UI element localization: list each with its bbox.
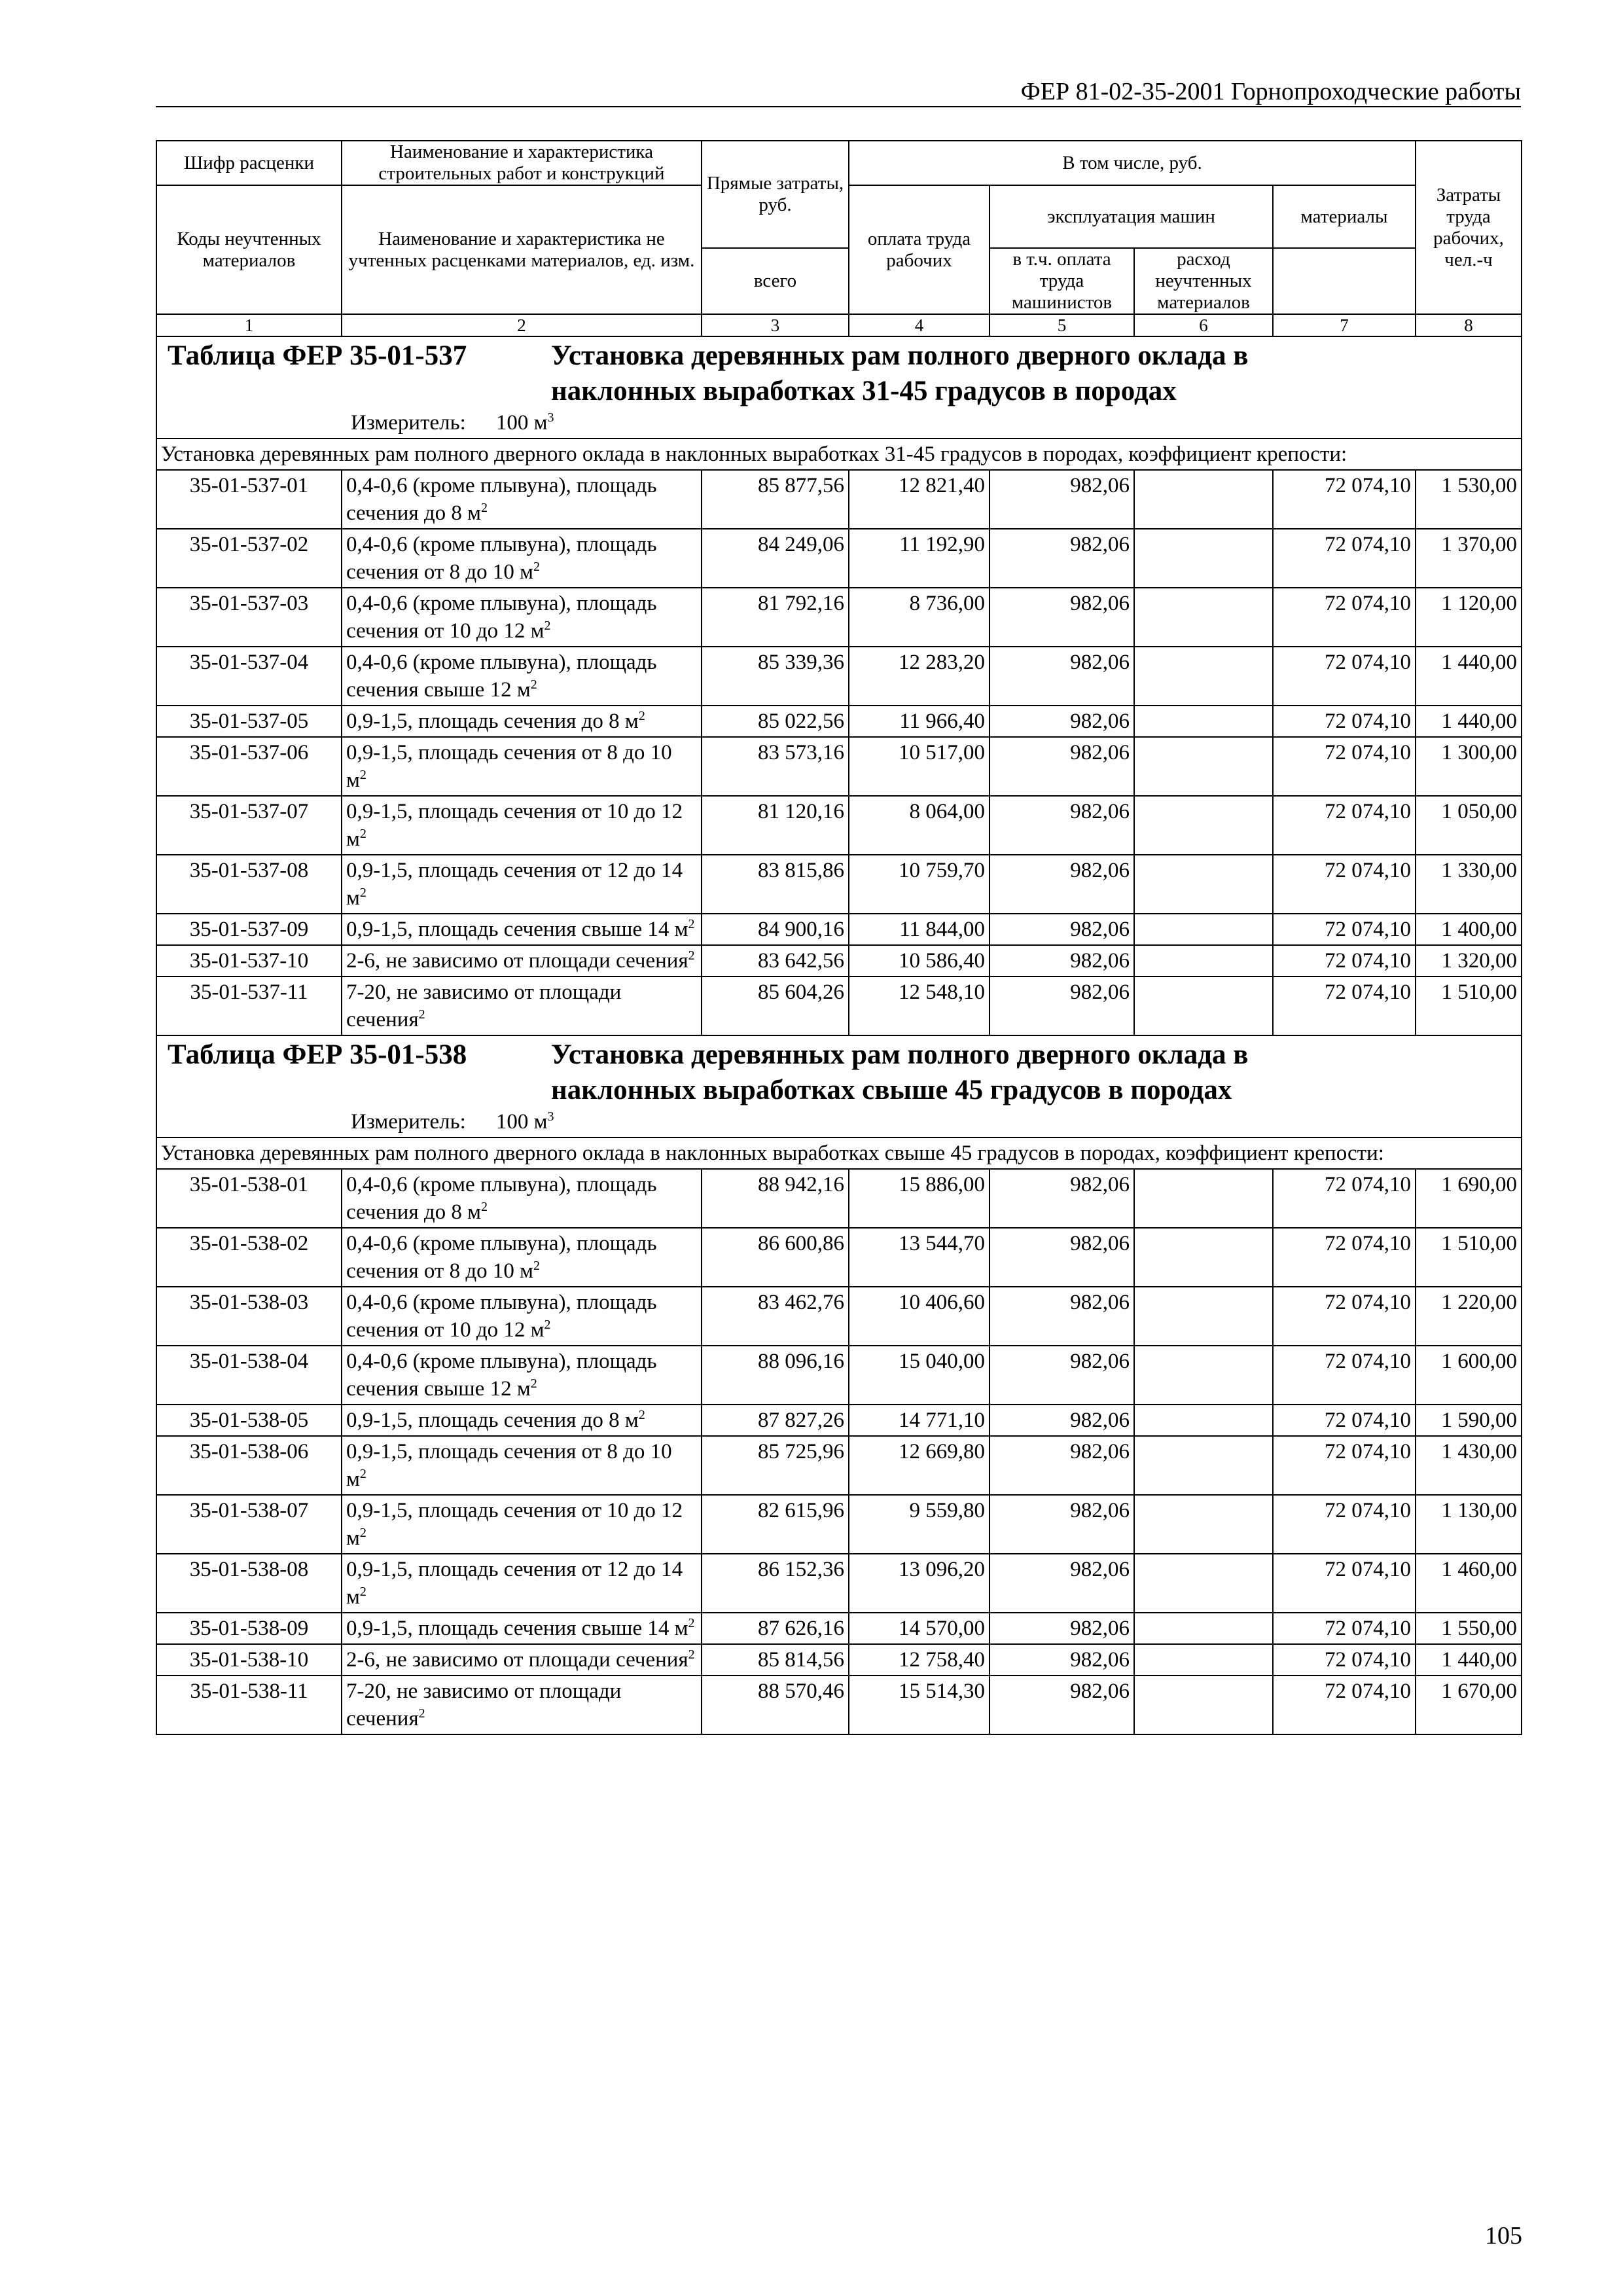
labor-cost: 1 120,00 bbox=[1416, 588, 1522, 647]
rate-description bbox=[342, 470, 702, 529]
rate-description-text: 7-20, не зависимо от площади сечения bbox=[346, 980, 622, 1031]
table-row bbox=[156, 1495, 1522, 1554]
machines-cost: 982,06 bbox=[990, 1644, 1134, 1676]
wages-cost: 12 548,10 bbox=[849, 977, 990, 1035]
machines-cost: 982,06 bbox=[990, 1613, 1134, 1644]
unit-sup: 2 bbox=[418, 1007, 425, 1022]
col-labor: Затраты труда рабочих, чел.-ч bbox=[1416, 141, 1522, 314]
rate-description-text: 2-6, не зависимо от площади сечения bbox=[346, 1648, 688, 1672]
labor-cost: 1 530,00 bbox=[1416, 470, 1522, 529]
wages-cost: 13 096,20 bbox=[849, 1554, 990, 1613]
direct-cost: 83 642,56 bbox=[702, 945, 849, 977]
direct-cost: 86 152,36 bbox=[702, 1554, 849, 1613]
machines-wages-cost bbox=[1134, 1169, 1273, 1228]
rate-description bbox=[342, 1405, 702, 1436]
direct-cost: 88 096,16 bbox=[702, 1346, 849, 1405]
rate-description bbox=[342, 1554, 702, 1613]
machines-wages-cost bbox=[1134, 647, 1273, 706]
machines-wages-cost bbox=[1134, 914, 1273, 945]
rate-description-text: 0,9-1,5, площадь сечения до 8 м bbox=[346, 709, 639, 733]
machines-wages-cost bbox=[1134, 1287, 1273, 1346]
table-row bbox=[156, 1287, 1522, 1346]
col-number: 6 bbox=[1134, 314, 1273, 336]
rate-code: 35-01-537-08 bbox=[156, 855, 342, 914]
table-row bbox=[156, 945, 1522, 977]
materials-cost: 72 074,10 bbox=[1273, 855, 1416, 914]
rate-description-text: 0,4-0,6 (кроме плывуна), площадь сечения до 8 м bbox=[346, 1173, 657, 1224]
materials-cost: 72 074,10 bbox=[1273, 1613, 1416, 1644]
materials-cost: 72 074,10 bbox=[1273, 1554, 1416, 1613]
page-number: 105 bbox=[1485, 2222, 1522, 2250]
rate-description bbox=[342, 977, 702, 1035]
materials-cost: 72 074,10 bbox=[1273, 706, 1416, 737]
measure-unit-sup: 3 bbox=[547, 1109, 554, 1124]
section-title bbox=[156, 336, 1522, 439]
direct-cost: 84 900,16 bbox=[702, 914, 849, 945]
wages-cost: 15 514,30 bbox=[849, 1676, 990, 1734]
machines-wages-cost bbox=[1134, 1644, 1273, 1676]
header-title: ФЕР 81-02-35-2001 Горнопроходческие работы bbox=[1020, 78, 1521, 105]
rate-description bbox=[342, 1436, 702, 1495]
rate-code: 35-01-537-03 bbox=[156, 588, 342, 647]
rate-description-text: 0,4-0,6 (кроме плывуна), площадь сечения от 10 до 12 м bbox=[346, 592, 657, 643]
machines-cost: 982,06 bbox=[990, 855, 1134, 914]
wages-cost: 11 966,40 bbox=[849, 706, 990, 737]
table-name: наклонных выработках свыше 45 градусов в породах bbox=[551, 1075, 1232, 1105]
col-incl: В том числе, руб. bbox=[849, 141, 1416, 185]
machines-wages-cost bbox=[1134, 855, 1273, 914]
materials-cost: 72 074,10 bbox=[1273, 1676, 1416, 1734]
rate-description-text: 0,9-1,5, площадь сечения свыше 14 м bbox=[346, 1617, 688, 1640]
rate-description-text: 0,4-0,6 (кроме плывуна), площадь сечения от 8 до 10 м bbox=[346, 1232, 657, 1283]
materials-cost: 72 074,10 bbox=[1273, 1436, 1416, 1495]
rate-code: 35-01-538-10 bbox=[156, 1644, 342, 1676]
direct-cost: 87 827,26 bbox=[702, 1405, 849, 1436]
machines-cost: 982,06 bbox=[990, 1228, 1134, 1287]
table-row bbox=[156, 737, 1522, 796]
col-name-top: Наименование и характеристика строительных работ и конструкций bbox=[342, 141, 702, 185]
rate-code: 35-01-538-09 bbox=[156, 1613, 342, 1644]
unit-sup: 2 bbox=[530, 677, 537, 692]
wages-cost: 14 771,10 bbox=[849, 1405, 990, 1436]
rate-description-text: 0,4-0,6 (кроме плывуна), площадь сечения от 10 до 12 м bbox=[346, 1291, 657, 1342]
machines-wages-cost bbox=[1134, 706, 1273, 737]
table-row bbox=[156, 1644, 1522, 1676]
unit-sup: 2 bbox=[533, 560, 541, 574]
direct-cost: 85 339,36 bbox=[702, 647, 849, 706]
table-name: Установка деревянных рам полного дверного оклада в bbox=[551, 340, 1249, 371]
col-materials: материалы bbox=[1273, 185, 1416, 248]
machines-cost: 982,06 bbox=[990, 977, 1134, 1035]
col-number: 5 bbox=[990, 314, 1134, 336]
col-number: 8 bbox=[1416, 314, 1522, 336]
machines-cost: 982,06 bbox=[990, 1676, 1134, 1734]
machines-cost: 982,06 bbox=[990, 1346, 1134, 1405]
col-number: 2 bbox=[342, 314, 702, 336]
wages-cost: 12 821,40 bbox=[849, 470, 990, 529]
machines-wages-cost bbox=[1134, 588, 1273, 647]
unit-sup: 2 bbox=[533, 1259, 541, 1273]
direct-cost: 85 022,56 bbox=[702, 706, 849, 737]
unit-sup: 2 bbox=[688, 1616, 695, 1630]
table-row bbox=[156, 1613, 1522, 1644]
machines-wages-cost bbox=[1134, 529, 1273, 588]
measure bbox=[161, 409, 1517, 437]
table-row bbox=[156, 1436, 1522, 1495]
running-header bbox=[156, 77, 1521, 107]
rate-code: 35-01-537-01 bbox=[156, 470, 342, 529]
col-wages: оплата труда рабочих bbox=[849, 185, 990, 314]
rate-description-text: 0,4-0,6 (кроме плывуна), площадь сечения до 8 м bbox=[346, 474, 657, 525]
table-row bbox=[156, 855, 1522, 914]
materials-cost: 72 074,10 bbox=[1273, 796, 1416, 855]
table-row bbox=[156, 1554, 1522, 1613]
rate-description-text: 7-20, не зависимо от площади сечения bbox=[346, 1679, 622, 1731]
rates-table bbox=[156, 140, 1522, 1735]
rate-description bbox=[342, 1287, 702, 1346]
measure-label: Измеритель: bbox=[351, 411, 466, 435]
unit-sup: 2 bbox=[544, 619, 551, 633]
machines-wages-cost bbox=[1134, 796, 1273, 855]
col-materials-extra: расход неучтенных материалов bbox=[1134, 248, 1273, 314]
wages-cost: 10 759,70 bbox=[849, 855, 990, 914]
rate-description bbox=[342, 706, 702, 737]
col-number: 4 bbox=[849, 314, 990, 336]
section-title-line bbox=[161, 338, 1517, 374]
unit-sup: 2 bbox=[481, 501, 488, 515]
rate-description-text: 0,9-1,5, площадь сечения от 12 до 14 м bbox=[346, 859, 683, 910]
labor-cost: 1 130,00 bbox=[1416, 1495, 1522, 1554]
table-label: Таблица ФЕР 35-01-537 bbox=[168, 340, 467, 371]
wages-cost: 10 517,00 bbox=[849, 737, 990, 796]
machines-wages-cost bbox=[1134, 737, 1273, 796]
machines-cost: 982,06 bbox=[990, 796, 1134, 855]
rate-description bbox=[342, 1676, 702, 1734]
labor-cost: 1 440,00 bbox=[1416, 706, 1522, 737]
direct-cost: 85 725,96 bbox=[702, 1436, 849, 1495]
direct-cost: 88 570,46 bbox=[702, 1676, 849, 1734]
labor-cost: 1 670,00 bbox=[1416, 1676, 1522, 1734]
rate-code: 35-01-537-02 bbox=[156, 529, 342, 588]
rate-code: 35-01-537-11 bbox=[156, 977, 342, 1035]
rate-description-text: 0,4-0,6 (кроме плывуна), площадь сечения свыше 12 м bbox=[346, 651, 657, 702]
machines-wages-cost bbox=[1134, 1495, 1273, 1554]
table-body bbox=[156, 336, 1522, 1734]
measure-unit: 100 м bbox=[495, 411, 548, 435]
labor-cost: 1 460,00 bbox=[1416, 1554, 1522, 1613]
unit-sup: 2 bbox=[359, 886, 366, 900]
table-row bbox=[156, 529, 1522, 588]
materials-cost: 72 074,10 bbox=[1273, 1495, 1416, 1554]
unit-sup: 2 bbox=[688, 948, 695, 963]
rate-description-text: 0,9-1,5, площадь сечения от 8 до 10 м bbox=[346, 1440, 672, 1491]
direct-cost: 83 462,76 bbox=[702, 1287, 849, 1346]
direct-cost: 85 604,26 bbox=[702, 977, 849, 1035]
labor-cost: 1 510,00 bbox=[1416, 1228, 1522, 1287]
rate-code: 35-01-537-05 bbox=[156, 706, 342, 737]
machines-cost: 982,06 bbox=[990, 737, 1134, 796]
labor-cost: 1 400,00 bbox=[1416, 914, 1522, 945]
section-title-line bbox=[161, 1037, 1517, 1073]
rate-description bbox=[342, 914, 702, 945]
direct-cost: 85 877,56 bbox=[702, 470, 849, 529]
measure-label: Измеритель: bbox=[351, 1110, 466, 1134]
direct-cost: 84 249,06 bbox=[702, 529, 849, 588]
wages-cost: 9 559,80 bbox=[849, 1495, 990, 1554]
labor-cost: 1 050,00 bbox=[1416, 796, 1522, 855]
machines-cost: 982,06 bbox=[990, 914, 1134, 945]
section-intro-row bbox=[156, 439, 1522, 470]
materials-cost: 72 074,10 bbox=[1273, 1405, 1416, 1436]
unit-sup: 2 bbox=[530, 1376, 537, 1391]
labor-cost: 1 590,00 bbox=[1416, 1405, 1522, 1436]
rate-description-text: 0,9-1,5, площадь сечения от 8 до 10 м bbox=[346, 741, 672, 792]
machines-cost: 982,06 bbox=[990, 1169, 1134, 1228]
rate-description bbox=[342, 945, 702, 977]
labor-cost: 1 440,00 bbox=[1416, 647, 1522, 706]
rate-code: 35-01-538-01 bbox=[156, 1169, 342, 1228]
rate-description bbox=[342, 1228, 702, 1287]
wages-cost: 12 758,40 bbox=[849, 1644, 990, 1676]
machines-cost: 982,06 bbox=[990, 647, 1134, 706]
rate-code: 35-01-537-06 bbox=[156, 737, 342, 796]
col-number: 7 bbox=[1273, 314, 1416, 336]
table-name: Установка деревянных рам полного дверного оклада в bbox=[551, 1039, 1249, 1070]
machines-cost: 982,06 bbox=[990, 529, 1134, 588]
materials-cost: 72 074,10 bbox=[1273, 529, 1416, 588]
rate-code: 35-01-538-03 bbox=[156, 1287, 342, 1346]
rate-code: 35-01-538-04 bbox=[156, 1346, 342, 1405]
machines-wages-cost bbox=[1134, 1405, 1273, 1436]
col-number: 3 bbox=[702, 314, 849, 336]
table-header bbox=[156, 141, 1522, 336]
wages-cost: 13 544,70 bbox=[849, 1228, 990, 1287]
machines-wages-cost bbox=[1134, 1676, 1273, 1734]
machines-cost: 982,06 bbox=[990, 470, 1134, 529]
wages-cost: 15 040,00 bbox=[849, 1346, 990, 1405]
machines-cost: 982,06 bbox=[990, 1554, 1134, 1613]
machines-cost: 982,06 bbox=[990, 1495, 1134, 1554]
labor-cost: 1 690,00 bbox=[1416, 1169, 1522, 1228]
machines-cost: 982,06 bbox=[990, 588, 1134, 647]
labor-cost: 1 550,00 bbox=[1416, 1613, 1522, 1644]
rate-code: 35-01-537-07 bbox=[156, 796, 342, 855]
machines-cost: 982,06 bbox=[990, 1405, 1134, 1436]
materials-cost: 72 074,10 bbox=[1273, 945, 1416, 977]
rate-description bbox=[342, 737, 702, 796]
col-machines-wages: в т.ч. оплата труда машинистов bbox=[990, 248, 1134, 314]
labor-cost: 1 370,00 bbox=[1416, 529, 1522, 588]
machines-wages-cost bbox=[1134, 977, 1273, 1035]
unit-sup: 2 bbox=[418, 1706, 425, 1721]
unit-sup: 2 bbox=[638, 1408, 645, 1422]
wages-cost: 10 406,60 bbox=[849, 1287, 990, 1346]
machines-wages-cost bbox=[1134, 1554, 1273, 1613]
unit-sup: 2 bbox=[544, 1318, 551, 1332]
wages-cost: 10 586,40 bbox=[849, 945, 990, 977]
rate-description bbox=[342, 1495, 702, 1554]
machines-wages-cost bbox=[1134, 1346, 1273, 1405]
rate-description bbox=[342, 855, 702, 914]
labor-cost: 1 220,00 bbox=[1416, 1287, 1522, 1346]
machines-wages-cost bbox=[1134, 470, 1273, 529]
labor-cost: 1 600,00 bbox=[1416, 1346, 1522, 1405]
unit-sup: 2 bbox=[359, 1526, 366, 1540]
rate-description-text: 0,4-0,6 (кроме плывуна), площадь сечения от 8 до 10 м bbox=[346, 533, 657, 584]
rate-code: 35-01-538-11 bbox=[156, 1676, 342, 1734]
direct-cost: 88 942,16 bbox=[702, 1169, 849, 1228]
unit-sup: 2 bbox=[359, 827, 366, 841]
section-intro: Установка деревянных рам полного дверного оклада в наклонных выработках свыше 45 градусов в породах, коэффициент крепости: bbox=[156, 1138, 1522, 1169]
table-row bbox=[156, 914, 1522, 945]
rate-code: 35-01-538-02 bbox=[156, 1228, 342, 1287]
rate-description-text: 0,9-1,5, площадь сечения свыше 14 м bbox=[346, 918, 688, 941]
materials-cost: 72 074,10 bbox=[1273, 588, 1416, 647]
table-row bbox=[156, 1228, 1522, 1287]
wages-cost: 11 844,00 bbox=[849, 914, 990, 945]
labor-cost: 1 300,00 bbox=[1416, 737, 1522, 796]
wages-cost: 11 192,90 bbox=[849, 529, 990, 588]
machines-cost: 982,06 bbox=[990, 1287, 1134, 1346]
measure-unit-sup: 3 bbox=[547, 410, 554, 425]
unit-sup: 2 bbox=[688, 917, 695, 931]
section-title-row bbox=[156, 1035, 1522, 1138]
machines-cost: 982,06 bbox=[990, 1436, 1134, 1495]
machines-cost: 982,06 bbox=[990, 945, 1134, 977]
table-row bbox=[156, 1405, 1522, 1436]
section-title-row bbox=[156, 336, 1522, 439]
labor-cost: 1 510,00 bbox=[1416, 977, 1522, 1035]
direct-cost: 81 792,16 bbox=[702, 588, 849, 647]
measure-unit: 100 м bbox=[495, 1110, 548, 1134]
table-name: наклонных выработках 31-45 градусов в породах bbox=[551, 376, 1177, 406]
materials-cost: 72 074,10 bbox=[1273, 737, 1416, 796]
machines-wages-cost bbox=[1134, 1436, 1273, 1495]
machines-cost: 982,06 bbox=[990, 706, 1134, 737]
direct-cost: 82 615,96 bbox=[702, 1495, 849, 1554]
rate-description bbox=[342, 1169, 702, 1228]
rate-description-text: 0,9-1,5, площадь сечения от 12 до 14 м bbox=[346, 1558, 683, 1609]
machines-wages-cost bbox=[1134, 1228, 1273, 1287]
rate-code: 35-01-538-05 bbox=[156, 1405, 342, 1436]
col-number: 1 bbox=[156, 314, 342, 336]
table-row bbox=[156, 588, 1522, 647]
materials-cost: 72 074,10 bbox=[1273, 977, 1416, 1035]
rate-code: 35-01-538-07 bbox=[156, 1495, 342, 1554]
table-row bbox=[156, 977, 1522, 1035]
rate-description bbox=[342, 796, 702, 855]
machines-wages-cost bbox=[1134, 1613, 1273, 1644]
measure bbox=[161, 1108, 1517, 1136]
unit-sup: 2 bbox=[359, 1585, 366, 1599]
direct-cost: 87 626,16 bbox=[702, 1613, 849, 1644]
rate-description bbox=[342, 1613, 702, 1644]
table-row bbox=[156, 796, 1522, 855]
labor-cost: 1 320,00 bbox=[1416, 945, 1522, 977]
direct-cost: 86 600,86 bbox=[702, 1228, 849, 1287]
wages-cost: 12 283,20 bbox=[849, 647, 990, 706]
section-intro: Установка деревянных рам полного дверного оклада в наклонных выработках 31-45 градусов в породах, коэффициент крепости: bbox=[156, 439, 1522, 470]
col-machines-total: всего bbox=[702, 248, 849, 314]
measure-value bbox=[496, 411, 554, 435]
table-row bbox=[156, 1346, 1522, 1405]
rate-description bbox=[342, 1644, 702, 1676]
unit-sup: 2 bbox=[359, 1467, 366, 1481]
table-row bbox=[156, 647, 1522, 706]
measure-value bbox=[496, 1110, 554, 1134]
section-intro-row bbox=[156, 1138, 1522, 1169]
rate-code: 35-01-537-10 bbox=[156, 945, 342, 977]
unit-sup: 2 bbox=[638, 709, 645, 723]
rate-description-text: 0,9-1,5, площадь сечения до 8 м bbox=[346, 1408, 639, 1432]
rate-description-text: 0,9-1,5, площадь сечения от 10 до 12 м bbox=[346, 1499, 683, 1550]
table-row bbox=[156, 1169, 1522, 1228]
table-row bbox=[156, 706, 1522, 737]
col-code-top: Шифр расценки bbox=[156, 141, 342, 185]
materials-cost: 72 074,10 bbox=[1273, 1228, 1416, 1287]
unit-sup: 2 bbox=[688, 1647, 695, 1662]
col-code-bottom: Коды неучтенных материалов bbox=[156, 185, 342, 314]
rate-description bbox=[342, 647, 702, 706]
rate-code: 35-01-537-09 bbox=[156, 914, 342, 945]
machines-wages-cost bbox=[1134, 945, 1273, 977]
materials-cost: 72 074,10 bbox=[1273, 1644, 1416, 1676]
direct-cost: 83 815,86 bbox=[702, 855, 849, 914]
rate-description-text: 0,4-0,6 (кроме плывуна), площадь сечения свыше 12 м bbox=[346, 1350, 657, 1401]
labor-cost: 1 440,00 bbox=[1416, 1644, 1522, 1676]
col-name-bottom: Наименование и характеристика не учтенных расценками материалов, ед. изм. bbox=[342, 185, 702, 314]
col-machines: эксплуатация машин bbox=[990, 185, 1273, 248]
rate-code: 35-01-538-08 bbox=[156, 1554, 342, 1613]
unit-sup: 2 bbox=[359, 768, 366, 782]
table-row bbox=[156, 1676, 1522, 1734]
direct-cost: 81 120,16 bbox=[702, 796, 849, 855]
rate-description-text: 0,9-1,5, площадь сечения от 10 до 12 м bbox=[346, 800, 683, 851]
rate-description bbox=[342, 1346, 702, 1405]
rate-description bbox=[342, 588, 702, 647]
wages-cost: 8 064,00 bbox=[849, 796, 990, 855]
materials-cost: 72 074,10 bbox=[1273, 470, 1416, 529]
materials-cost: 72 074,10 bbox=[1273, 647, 1416, 706]
col-direct: Прямые затраты, руб. bbox=[702, 141, 849, 248]
table-label: Таблица ФЕР 35-01-538 bbox=[168, 1039, 467, 1070]
rate-code: 35-01-537-04 bbox=[156, 647, 342, 706]
direct-cost: 83 573,16 bbox=[702, 737, 849, 796]
direct-cost: 85 814,56 bbox=[702, 1644, 849, 1676]
section-title-line bbox=[161, 1073, 1517, 1108]
rate-description-text: 2-6, не зависимо от площади сечения bbox=[346, 949, 688, 973]
section-title bbox=[156, 1035, 1522, 1138]
unit-sup: 2 bbox=[481, 1200, 488, 1214]
materials-cost: 72 074,10 bbox=[1273, 1169, 1416, 1228]
wages-cost: 12 669,80 bbox=[849, 1436, 990, 1495]
wages-cost: 8 736,00 bbox=[849, 588, 990, 647]
wages-cost: 14 570,00 bbox=[849, 1613, 990, 1644]
wages-cost: 15 886,00 bbox=[849, 1169, 990, 1228]
materials-cost: 72 074,10 bbox=[1273, 1287, 1416, 1346]
materials-cost: 72 074,10 bbox=[1273, 1346, 1416, 1405]
labor-cost: 1 430,00 bbox=[1416, 1436, 1522, 1495]
rate-code: 35-01-538-06 bbox=[156, 1436, 342, 1495]
rate-description bbox=[342, 529, 702, 588]
column-numbers-row bbox=[156, 314, 1522, 336]
materials-cost: 72 074,10 bbox=[1273, 914, 1416, 945]
section-title-line bbox=[161, 374, 1517, 409]
labor-cost: 1 330,00 bbox=[1416, 855, 1522, 914]
table-row bbox=[156, 470, 1522, 529]
